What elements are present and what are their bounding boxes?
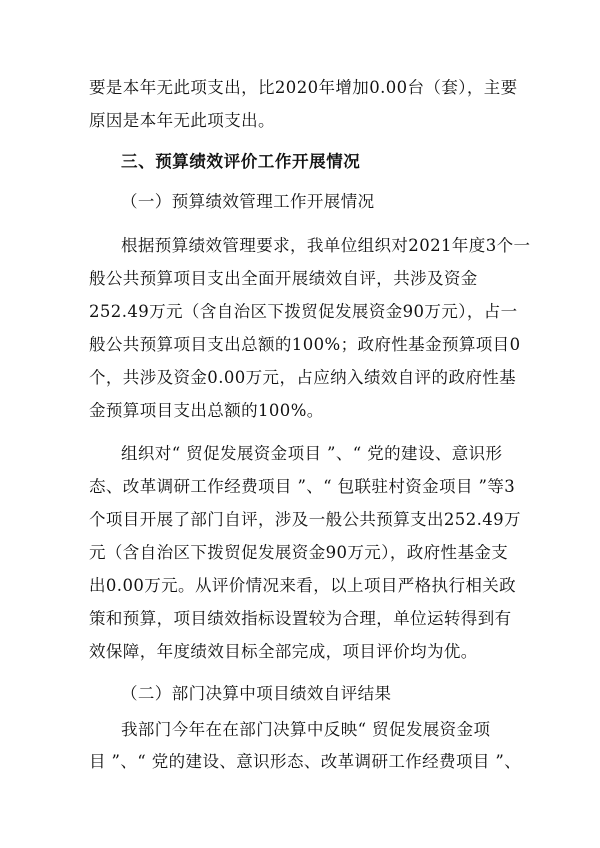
subsection-heading: （一）预算绩效管理工作开展情况 [121, 192, 375, 211]
text-line: 组织对“ 贸促发展资金项目 ”、“ 党的建设、意识形 [121, 444, 503, 463]
text-line: 策和预算，项目绩效指标设置较为合理，单位运转得到有 [89, 609, 512, 628]
text-line: 出0.00万元。从评价情况来看，以上项目严格执行相关政 [89, 576, 517, 595]
text-line: 个项目开展了部门自评，涉及一般公共预算支出252.49万 [89, 510, 521, 529]
text-line: 原因是本年无此项支出。 [89, 111, 275, 130]
text-line: 根据预算绩效管理要求，我单位组织对2021年度3个一 [121, 236, 531, 255]
text-line: 要是本年无此项支出，比2020年增加0.00台（套），主要 [89, 78, 518, 97]
subsection-heading: （二）部门决算中项目绩效自评结果 [121, 684, 392, 703]
section-heading: 三、预算绩效评价工作开展情况 [121, 152, 361, 171]
text-line: 般公共预算项目支出全面开展绩效自评，共涉及资金 [89, 269, 478, 288]
text-line: 我部门今年在在部门决算中反映“ 贸促发展资金项 [121, 720, 491, 739]
text-line: 金预算项目支出总额的100%。 [89, 401, 324, 420]
text-line: 般公共预算项目支出总额的100%；政府性基金预算项目0 [89, 335, 521, 354]
text-line: 元（含自治区下拨贸促发展资金90万元），政府性基金支 [89, 543, 509, 562]
text-line: 252.49万元（含自治区下拨贸促发展资金90万元），占一 [89, 302, 518, 321]
text-line: 效保障，年度绩效目标全部完成，项目评价均为优。 [89, 642, 478, 661]
text-line: 目 ”、“ 党的建设、意识形态、改革调研工作经费项目 ”、 [89, 752, 522, 771]
text-line: 态、改革调研工作经费项目 ”、“ 包联驻村资金项目 ”等3 [89, 477, 516, 496]
text-line: 个，共涉及资金0.00万元，占应纳入绩效自评的政府性基 [89, 368, 517, 387]
